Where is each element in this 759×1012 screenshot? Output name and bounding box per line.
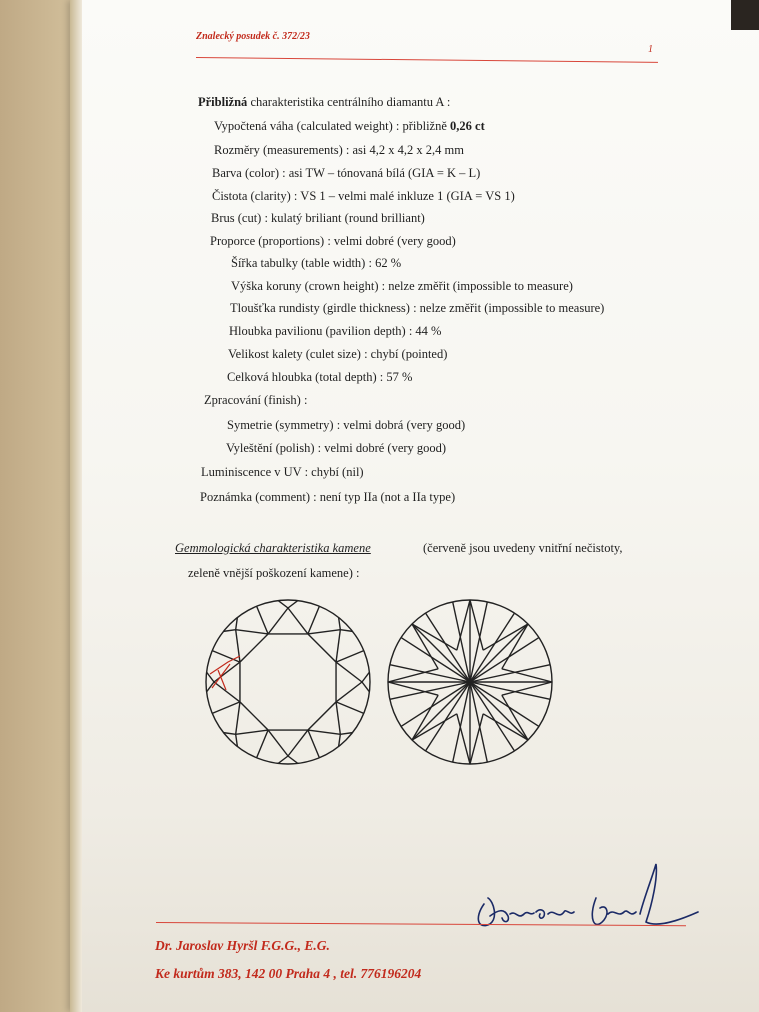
heading-bold-word: Přibližná [198, 95, 248, 109]
report-header-title: Znalecký posudek č. 372/23 [196, 31, 310, 42]
crown-height-line: Výška koruny (crown height) : nelze změřit (impossible to measure) [231, 279, 573, 293]
pavilion-view-diagram [382, 592, 558, 772]
measurements-line: Rozměry (measurements) : asi 4,2 x 4,2 x 2,4 mm [214, 143, 464, 157]
gemmology-note-line2: zeleně vnější poškození kamene) : [188, 566, 360, 580]
table-facet [240, 634, 336, 730]
footer-address: Ke kurtům 383, 142 00 Praha 4 , tel. 776196204 [155, 966, 422, 981]
table-width-line: Šířka tabulky (table width) : 62 % [231, 256, 402, 270]
comment-line: Poznámka (comment) : není typ IIa (not a IIa type) [200, 490, 456, 504]
total-depth-line: Celková hloubka (total depth) : 57 % [227, 370, 413, 384]
page-number: 1 [648, 44, 653, 55]
characteristics-heading [198, 95, 450, 110]
page-binding-edge [70, 0, 82, 1012]
footer-name: Dr. Jaroslav Hyršl F.G.G., E.G. [155, 938, 330, 953]
weight-label: Vypočtená váha (calculated weight) : [214, 119, 400, 133]
gemmology-title: Gemmologická charakteristika kamene [175, 541, 371, 555]
gemmology-note-line1: (červeně jsou uvedeny vnitřní nečistoty, [423, 541, 623, 555]
culet-size-line: Velikost kalety (culet size) : chybí (pointed) [228, 347, 448, 361]
heading-rest: charakteristika centrálního diamantu A : [250, 95, 451, 109]
pavilion-depth-line: Hloubka pavilionu (pavilion depth) : 44 % [229, 324, 442, 338]
weight-prefix: přibližně [402, 119, 447, 133]
girdle-outline [206, 600, 370, 764]
color-line: Barva (color) : asi TW – tónovaná bílá (GIA = K – L) [212, 166, 481, 180]
luminescence-line: Luminiscence v UV : chybí (nil) [201, 465, 364, 479]
finish-line: Zpracování (finish) : [204, 393, 308, 407]
weight-value: 0,26 ct [450, 119, 485, 133]
girdle-thickness-line: Tloušťka rundisty (girdle thickness) : nelze změřit (impossible to measure) [230, 301, 605, 315]
weight-line [214, 119, 485, 134]
clarity-line: Čistota (clarity) : VS 1 – velmi malé inkluze 1 (GIA = VS 1) [212, 189, 515, 203]
background-corner [731, 0, 759, 30]
proportions-line: Proporce (proportions) : velmi dobré (very good) [210, 234, 456, 248]
polish-line: Vyleštění (polish) : velmi dobré (very good) [226, 441, 447, 455]
cut-line: Brus (cut) : kulatý briliant (round brilliant) [211, 211, 425, 225]
crown-view-diagram [200, 592, 376, 772]
symmetry-line: Symetrie (symmetry) : velmi dobrá (very good) [227, 418, 466, 432]
